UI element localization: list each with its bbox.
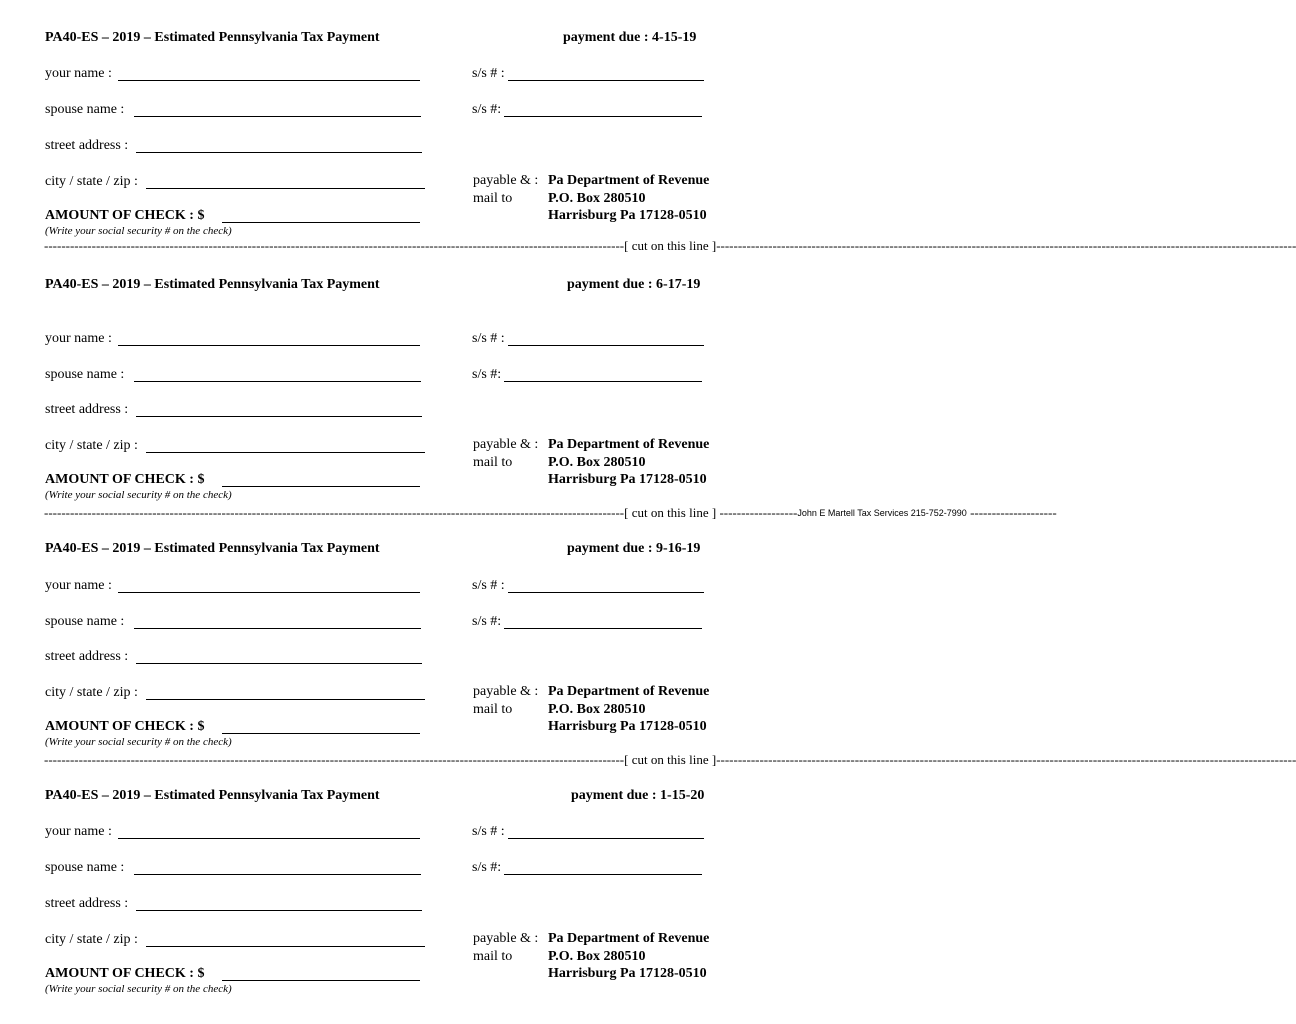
po-box: P.O. Box 280510 — [548, 702, 646, 717]
ss-field[interactable] — [508, 592, 704, 593]
street-address-label: street address : — [45, 402, 129, 417]
payment-due: payment due : 1-15-20 — [571, 788, 705, 803]
payable-label: payable & : — [473, 684, 539, 699]
payment-due: payment due : 6-17-19 — [567, 277, 701, 292]
city-zip: Harrisburg Pa 17128-0510 — [548, 966, 707, 981]
spouse-name-field[interactable] — [134, 628, 421, 629]
cut-line: -------------------------------------------------------------------------------------------------------------------------------------- [ cut on this line ] -------------------------------------------------------------------------------------------------------------------------------------- — [44, 238, 1296, 253]
amount-field[interactable] — [222, 486, 420, 487]
ss-note: (Write your social security # on the check) — [45, 489, 232, 501]
payable-label: payable & : — [473, 437, 539, 452]
ss-field[interactable] — [508, 345, 704, 346]
spouse-ss-field[interactable] — [504, 381, 702, 382]
voucher-title: PA40-ES – 2019 – Estimated Pennsylvania Tax Payment — [45, 541, 380, 556]
city-state-zip-label: city / state / zip : — [45, 932, 138, 947]
ss-note: (Write your social security # on the check) — [45, 983, 232, 995]
street-address-field[interactable] — [136, 910, 422, 911]
amount-label: AMOUNT OF CHECK : $ — [45, 966, 205, 981]
payee-name: Pa Department of Revenue — [548, 931, 710, 946]
po-box: P.O. Box 280510 — [548, 949, 646, 964]
spouse-ss-label: s/s #: — [472, 614, 502, 629]
amount-label: AMOUNT OF CHECK : $ — [45, 208, 205, 223]
city-zip: Harrisburg Pa 17128-0510 — [548, 719, 707, 734]
ss-label: s/s # : — [472, 578, 505, 593]
your-name-label: your name : — [45, 66, 112, 81]
payee-name: Pa Department of Revenue — [548, 173, 710, 188]
spouse-name-label: spouse name : — [45, 614, 125, 629]
payee-name: Pa Department of Revenue — [548, 684, 710, 699]
payment-due: payment due : 9-16-19 — [567, 541, 701, 556]
city-zip: Harrisburg Pa 17128-0510 — [548, 472, 707, 487]
cut-line: -------------------------------------------------------------------------------------------------------------------------------------- [ cut on this line ] ------------------ John E Martell Tax Services 215-752-7990 -------------------- — [44, 505, 1057, 520]
spouse-ss-field[interactable] — [504, 874, 702, 875]
preparer-credit: John E Martell Tax Services 215-752-7990 — [797, 508, 967, 518]
spouse-name-field[interactable] — [134, 381, 421, 382]
po-box: P.O. Box 280510 — [548, 455, 646, 470]
street-address-label: street address : — [45, 649, 129, 664]
voucher-title: PA40-ES – 2019 – Estimated Pennsylvania Tax Payment — [45, 30, 380, 45]
amount-field[interactable] — [222, 980, 420, 981]
spouse-ss-label: s/s #: — [472, 860, 502, 875]
ss-label: s/s # : — [472, 66, 505, 81]
payable-label: payable & : — [473, 173, 539, 188]
spouse-name-label: spouse name : — [45, 860, 125, 875]
street-address-field[interactable] — [136, 416, 422, 417]
ss-note: (Write your social security # on the check) — [45, 736, 232, 748]
spouse-ss-label: s/s #: — [472, 367, 502, 382]
payee-name: Pa Department of Revenue — [548, 437, 710, 452]
city-state-zip-label: city / state / zip : — [45, 685, 138, 700]
cut-line: -------------------------------------------------------------------------------------------------------------------------------------- [ cut on this line ] -------------------------------------------------------------------------------------------------------------------------------------- — [44, 752, 1296, 767]
po-box: P.O. Box 280510 — [548, 191, 646, 206]
city-state-zip-field[interactable] — [146, 946, 425, 947]
amount-label: AMOUNT OF CHECK : $ — [45, 719, 205, 734]
street-address-label: street address : — [45, 896, 129, 911]
city-state-zip-field[interactable] — [146, 699, 425, 700]
mail-to-label: mail to — [473, 949, 513, 964]
spouse-name-field[interactable] — [134, 874, 421, 875]
payment-due: payment due : 4-15-19 — [563, 30, 697, 45]
your-name-label: your name : — [45, 824, 112, 839]
amount-field[interactable] — [222, 733, 420, 734]
your-name-label: your name : — [45, 578, 112, 593]
amount-label: AMOUNT OF CHECK : $ — [45, 472, 205, 487]
spouse-name-label: spouse name : — [45, 367, 125, 382]
mail-to-label: mail to — [473, 702, 513, 717]
ss-label: s/s # : — [472, 331, 505, 346]
ss-note: (Write your social security # on the check) — [45, 225, 232, 237]
your-name-label: your name : — [45, 331, 112, 346]
payable-label: payable & : — [473, 931, 539, 946]
spouse-ss-label: s/s #: — [472, 102, 502, 117]
city-state-zip-label: city / state / zip : — [45, 438, 138, 453]
your-name-field[interactable] — [118, 592, 420, 593]
street-address-field[interactable] — [136, 663, 422, 664]
your-name-field[interactable] — [118, 838, 420, 839]
street-address-label: street address : — [45, 138, 129, 153]
voucher-title: PA40-ES – 2019 – Estimated Pennsylvania Tax Payment — [45, 788, 380, 803]
cut-line-text: [ cut on this line ] — [624, 238, 717, 253]
city-state-zip-label: city / state / zip : — [45, 174, 138, 189]
cut-line-text: [ cut on this line ] — [624, 752, 717, 767]
city-state-zip-field[interactable] — [146, 452, 425, 453]
cut-line-text: [ cut on this line ] — [624, 505, 717, 520]
spouse-name-label: spouse name : — [45, 102, 125, 117]
voucher-title: PA40-ES – 2019 – Estimated Pennsylvania Tax Payment — [45, 277, 380, 292]
your-name-field[interactable] — [118, 345, 420, 346]
spouse-ss-field[interactable] — [504, 628, 702, 629]
ss-field[interactable] — [508, 838, 704, 839]
mail-to-label: mail to — [473, 191, 513, 206]
mail-to-label: mail to — [473, 455, 513, 470]
ss-label: s/s # : — [472, 824, 505, 839]
city-zip: Harrisburg Pa 17128-0510 — [548, 208, 707, 223]
